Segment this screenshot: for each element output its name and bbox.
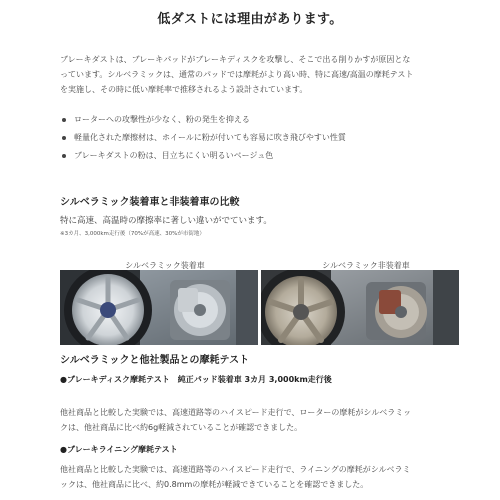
feature-text: 軽量化された摩擦材は、ホイールに粉が付いても容易に吹き飛びやすい性質 <box>74 133 346 142</box>
caption-with-pad: シルベラミック装着車 <box>125 261 205 270</box>
bullet-icon <box>62 154 66 158</box>
intro-line: を実施し、その時に低い摩耗率で推移されるよう設計されています。 <box>60 85 308 94</box>
intro-line: っています。シルベラミックは、通常のパッドでは摩耗がより高い時、特に高速/高温の摩耗テスト <box>60 70 414 79</box>
intro-line: ブレーキダストは、ブレーキパッドがブレーキディスクを攻撃し、そこで出る削りかすが原因とな <box>60 55 411 64</box>
feature-item <box>60 129 460 147</box>
lining-test-line: 他社商品と比較した実験では、高速道路等のハイスピード走行で、ライニングの摩耗がシルベラミ <box>60 465 411 474</box>
disc-test-title: ●ブレーキディスク摩耗テスト 純正パッド装着車 3カ月 3,000km走行後 <box>60 375 332 384</box>
comparison-note: ※3カ月、3,000km走行後（70%が高速、30%が市街地） <box>60 231 205 237</box>
disc-test-paragraph <box>60 405 460 435</box>
comparison-heading: シルベラミック装着車と非装着車の比較 <box>60 197 240 208</box>
feature-text: ローターへの攻撃性が少なく、粉の発生を抑える <box>74 115 250 124</box>
feature-item <box>60 111 460 129</box>
feature-list <box>60 111 460 165</box>
lining-test-line: ックは、他社商品に比べ、約0.8mmの摩耗が軽減できていることを確認できました。 <box>60 480 369 489</box>
feature-item <box>60 147 460 165</box>
wheel-photo-with-pad <box>60 270 258 345</box>
lining-test-paragraph <box>60 462 460 492</box>
intro-paragraph <box>60 52 460 97</box>
disc-test-line: 他社商品と比較した実験では、高速道路等のハイスピード走行で、ローターの摩耗がシルベラミッ <box>60 408 412 417</box>
wheel-photo-without-pad <box>261 270 459 345</box>
feature-text: ブレーキダストの粉は、目立ちにくい明るいベージュ色 <box>74 151 274 160</box>
disc-test-line: クは、他社商品に比べ約6g軽減されていることが確認できました。 <box>60 423 303 432</box>
bullet-icon <box>62 136 66 140</box>
caption-without-pad: シルベラミック非装着車 <box>322 261 410 270</box>
bullet-icon <box>62 118 66 122</box>
comparison-lead: 特に高速、高温時の摩擦率に著しい違いがでています。 <box>60 216 272 226</box>
lining-test-title: ●ブレーキライニング摩耗テスト <box>60 445 178 454</box>
page-title: 低ダストには理由があります。 <box>157 12 343 27</box>
wear-test-heading: シルベラミックと他社製品との摩耗テスト <box>60 355 250 366</box>
